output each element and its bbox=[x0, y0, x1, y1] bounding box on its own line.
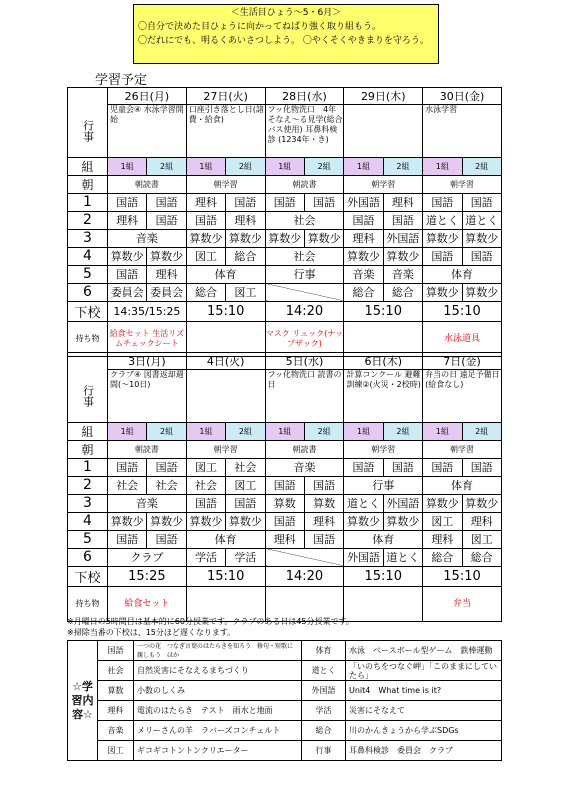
period-subject-class-2: 外国語 bbox=[383, 494, 422, 512]
period-subject-class-2: 国語 bbox=[462, 247, 501, 265]
belongings: マスク リュック(ナップザック) bbox=[265, 321, 344, 356]
period-subject: 音楽 bbox=[108, 229, 187, 247]
day-header: 4日(火) bbox=[186, 353, 265, 370]
period-subject-class-1: 社会 bbox=[108, 476, 147, 494]
subject-content: 一つの花 つなぎ言葉のはたらきを知ろう 修句・短歌に親しもう ほか bbox=[134, 641, 302, 661]
subject-content: 電流のはたらき テスト 雨水と地面 bbox=[134, 701, 302, 721]
period-subject-class-1: 音楽 bbox=[344, 265, 383, 283]
class-1-label: 1組 bbox=[186, 157, 225, 175]
morning-activity: 朝学習 bbox=[344, 175, 423, 193]
period-subject-class-1: 算数少 bbox=[265, 229, 304, 247]
morning-activity: 朝読書 bbox=[108, 175, 187, 193]
period-subject-class-1: 国語 bbox=[423, 247, 462, 265]
period-subject-class-2: 図工 bbox=[226, 283, 265, 301]
period-number: 5 bbox=[68, 530, 108, 548]
period-subject-class-2: 算数少 bbox=[462, 229, 501, 247]
period-subject-class-2: 国語 bbox=[462, 193, 501, 211]
period-subject-class-2: 理科 bbox=[147, 265, 186, 283]
period-subject-class-2: 算数少 bbox=[147, 512, 186, 530]
dismissal-time: 15:25 bbox=[108, 566, 187, 586]
period-subject-class-1: 算数少 bbox=[423, 229, 462, 247]
period-subject-class-1: 社会 bbox=[186, 476, 225, 494]
period-subject-class-2: 図工 bbox=[226, 476, 265, 494]
period-subject-class-2: 国語 bbox=[147, 530, 186, 548]
day-header: 7日(金) bbox=[423, 353, 502, 370]
class-1-label: 1組 bbox=[108, 422, 147, 440]
subject-name: 理科 bbox=[98, 701, 134, 721]
period-subject-class-1: 外国語 bbox=[344, 193, 383, 211]
class-1-label: 1組 bbox=[344, 157, 383, 175]
period-subject-class-1: 理科 bbox=[265, 530, 304, 548]
period-subject: 行事 bbox=[344, 476, 423, 494]
period-subject-class-1: 算数少 bbox=[186, 229, 225, 247]
period-subject-class-1: 算数少 bbox=[108, 247, 147, 265]
period-subject-class-2: 算数少 bbox=[147, 247, 186, 265]
period-subject-class-2: 算数少 bbox=[462, 283, 501, 301]
day-events: フッ化物洗口 4年そなえ～る見学(総合バス使用) 耳鼻科検診 (1234年・き) bbox=[265, 105, 344, 158]
subject-name: 行事 bbox=[302, 741, 346, 761]
period-subject-class-1: 国語 bbox=[108, 530, 147, 548]
period-subject: 社会 bbox=[265, 247, 344, 265]
period-subject-class-2: 算数少 bbox=[383, 247, 422, 265]
day-header: 26日(月) bbox=[108, 88, 187, 105]
period-subject-class-1: 国語 bbox=[265, 193, 304, 211]
subject-name: 国語 bbox=[98, 641, 134, 661]
period-subject-class-1: 理科 bbox=[423, 530, 462, 548]
belongings bbox=[344, 586, 423, 621]
week-1-schedule bbox=[67, 87, 502, 357]
period-subject-class-1: 国語 bbox=[265, 476, 304, 494]
period-subject-class-2: 総合 bbox=[226, 247, 265, 265]
period-subject-class-2: 国語 bbox=[462, 458, 501, 476]
learning-content-table bbox=[67, 640, 502, 761]
period-subject-class-1: 道とく bbox=[423, 211, 462, 229]
period-subject-class-1: 図工 bbox=[423, 512, 462, 530]
period-subject-class-1: 算数少 bbox=[344, 247, 383, 265]
class-2-label: 2組 bbox=[383, 422, 422, 440]
subject-name: 算数 bbox=[98, 681, 134, 701]
period-subject: 体育 bbox=[423, 476, 502, 494]
no-class-cell bbox=[265, 548, 344, 566]
subject-content: 水泳 ベースボール型ゲーム 鉄棒運動 bbox=[346, 641, 502, 661]
subject-content: 自然災害にそなえるまちづくり bbox=[134, 661, 302, 681]
period-subject-class-2: 算数少 bbox=[383, 512, 422, 530]
note-1: ※月曜日の5時間目は基本的に60分授業です。クラブのある日は45分授業です。 bbox=[67, 617, 354, 626]
period-subject-class-1: 図工 bbox=[186, 458, 225, 476]
day-events: フッ化物洗口 読書の日 bbox=[265, 370, 344, 423]
dismissal-time: 15:10 bbox=[186, 301, 265, 321]
period-subject-class-1: 理科 bbox=[108, 211, 147, 229]
subject-name: 社会 bbox=[98, 661, 134, 681]
period-subject-class-2: 国語 bbox=[147, 458, 186, 476]
period-subject: 音楽 bbox=[265, 458, 344, 476]
period-subject: 行事 bbox=[265, 265, 344, 283]
period-subject-class-1: 総合 bbox=[344, 283, 383, 301]
dismissal-time: 14:35/15:25 bbox=[108, 301, 187, 321]
period-subject-class-2: 国語 bbox=[304, 476, 343, 494]
class-1-label: 1組 bbox=[423, 422, 462, 440]
dismissal-label: 下校 bbox=[68, 566, 108, 586]
day-events: 弁当の日 遠足予備日(給食なし) bbox=[423, 370, 502, 423]
dismissal-time: 14:20 bbox=[265, 301, 344, 321]
day-header: 27日(火) bbox=[186, 88, 265, 105]
period-subject-class-2: 算数少 bbox=[226, 512, 265, 530]
belongings: 弁当 bbox=[423, 586, 502, 621]
period-number: 1 bbox=[68, 193, 108, 211]
period-subject-class-2: 国語 bbox=[226, 494, 265, 512]
week-2-schedule bbox=[67, 352, 502, 622]
period-number: 2 bbox=[68, 476, 108, 494]
period-subject-class-1: 国語 bbox=[344, 458, 383, 476]
belongings bbox=[344, 321, 423, 356]
period-number: 6 bbox=[68, 283, 108, 301]
period-subject-class-1: 学活 bbox=[186, 548, 225, 566]
period-subject-class-2: 総合 bbox=[383, 283, 422, 301]
period-number: 5 bbox=[68, 265, 108, 283]
class-1-label: 1組 bbox=[265, 157, 304, 175]
period-number: 4 bbox=[68, 247, 108, 265]
period-subject: クラブ bbox=[108, 548, 187, 566]
period-subject-class-2: 総合 bbox=[462, 548, 501, 566]
day-events: 水泳学習 bbox=[423, 105, 502, 158]
subject-name: 総合 bbox=[302, 721, 346, 741]
period-subject-class-2: 国語 bbox=[383, 211, 422, 229]
subject-name: 図工 bbox=[98, 741, 134, 761]
period-subject-class-1: 国語 bbox=[265, 512, 304, 530]
subject-name: 外国語 bbox=[302, 681, 346, 701]
goal-title: ＜生活目ひょう～5・6月＞ bbox=[230, 8, 342, 18]
period-subject-class-1: 道とく bbox=[344, 494, 383, 512]
morning-label: 朝 bbox=[68, 440, 108, 458]
subject-content: 小数のしくみ bbox=[134, 681, 302, 701]
period-subject-class-1: 算数少 bbox=[344, 512, 383, 530]
morning-label: 朝 bbox=[68, 175, 108, 193]
class-2-label: 2組 bbox=[383, 157, 422, 175]
period-subject-class-1: 理科 bbox=[186, 193, 225, 211]
dismissal-time: 15:10 bbox=[186, 566, 265, 586]
day-header: 6日(木) bbox=[344, 353, 423, 370]
period-subject-class-1: 国語 bbox=[423, 458, 462, 476]
period-subject-class-1: 委員会 bbox=[108, 283, 147, 301]
day-header: 29日(木) bbox=[344, 88, 423, 105]
period-subject-class-1: 図工 bbox=[186, 247, 225, 265]
class-1-label: 1組 bbox=[186, 422, 225, 440]
period-number: 4 bbox=[68, 512, 108, 530]
subject-content: メリーさんの羊 ラバーズコンチェルト bbox=[134, 721, 302, 741]
period-subject-class-2: 理科 bbox=[226, 211, 265, 229]
class-2-label: 2組 bbox=[226, 422, 265, 440]
period-subject: 体育 bbox=[186, 265, 265, 283]
class-1-label: 1組 bbox=[108, 157, 147, 175]
period-subject: 体育 bbox=[344, 530, 423, 548]
class-label: 組 bbox=[68, 422, 108, 440]
day-events: 計算コンクール 避難訓練②(火災・2校時) bbox=[344, 370, 423, 423]
period-subject-class-2: 理科 bbox=[383, 193, 422, 211]
period-subject-class-1: 算数少 bbox=[186, 512, 225, 530]
period-subject-class-1: 総合 bbox=[186, 283, 225, 301]
class-2-label: 2組 bbox=[462, 422, 501, 440]
day-header: 28日(水) bbox=[265, 88, 344, 105]
subject-name: 体育 bbox=[302, 641, 346, 661]
period-subject-class-2: 理科 bbox=[304, 512, 343, 530]
period-subject: 社会 bbox=[265, 211, 344, 229]
day-events: クラブ④ 図書返却週間(～10日) bbox=[108, 370, 187, 423]
period-subject-class-1: 理科 bbox=[344, 229, 383, 247]
period-subject-class-2: 音楽 bbox=[383, 265, 422, 283]
period-subject-class-1: 国語 bbox=[186, 494, 225, 512]
class-2-label: 2組 bbox=[304, 157, 343, 175]
morning-activity: 朝学習 bbox=[344, 440, 423, 458]
period-subject-class-2: 道とく bbox=[462, 211, 501, 229]
class-2-label: 2組 bbox=[304, 422, 343, 440]
day-header: 3日(月) bbox=[108, 353, 187, 370]
dismissal-time: 15:10 bbox=[344, 301, 423, 321]
class-2-label: 2組 bbox=[462, 157, 501, 175]
day-header: 5日(水) bbox=[265, 353, 344, 370]
period-subject-class-1: 国語 bbox=[186, 211, 225, 229]
subject-content: 災害にそなえて bbox=[346, 701, 502, 721]
dismissal-time: 15:10 bbox=[344, 566, 423, 586]
morning-activity: 朝読書 bbox=[265, 175, 344, 193]
period-subject-class-2: 国語 bbox=[147, 211, 186, 229]
period-subject-class-2: 国語 bbox=[304, 193, 343, 211]
day-events bbox=[344, 105, 423, 158]
subject-name: 学活 bbox=[302, 701, 346, 721]
class-2-label: 2組 bbox=[147, 422, 186, 440]
class-2-label: 2組 bbox=[226, 157, 265, 175]
period-subject-class-2: 道とく bbox=[383, 548, 422, 566]
period-subject-class-1: 国語 bbox=[344, 211, 383, 229]
period-number: 6 bbox=[68, 548, 108, 566]
subject-name: 音楽 bbox=[98, 721, 134, 741]
class-1-label: 1組 bbox=[423, 157, 462, 175]
morning-activity: 朝学習 bbox=[423, 440, 502, 458]
period-subject-class-1: 国語 bbox=[108, 193, 147, 211]
period-subject-class-2: 社会 bbox=[147, 476, 186, 494]
section-title: 学習予定 bbox=[95, 73, 148, 88]
period-number: 1 bbox=[68, 458, 108, 476]
notes bbox=[67, 616, 354, 638]
day-events: 口座引き落とし日(諸費・給食) bbox=[186, 105, 265, 158]
dismissal-time: 15:10 bbox=[423, 566, 502, 586]
period-subject-class-2: 委員会 bbox=[147, 283, 186, 301]
morning-activity: 朝読書 bbox=[265, 440, 344, 458]
period-subject-class-1: 算数少 bbox=[423, 494, 462, 512]
goal-line-1: 〇自分で決めた目ひょうに向かってねばり強く取り組もう。 bbox=[138, 22, 382, 32]
period-subject-class-1: 算数 bbox=[265, 494, 304, 512]
belongings-label: 持ち物 bbox=[68, 321, 108, 356]
subject-content: 川のかんきょうから学ぶSDGs bbox=[346, 721, 502, 741]
period-subject-class-2: 国語 bbox=[226, 193, 265, 211]
period-subject-class-2: 国語 bbox=[383, 458, 422, 476]
dismissal-time: 14:20 bbox=[265, 566, 344, 586]
period-subject: 体育 bbox=[423, 265, 502, 283]
class-1-label: 1組 bbox=[265, 422, 304, 440]
period-subject-class-1: 国語 bbox=[108, 265, 147, 283]
belongings: 水泳道具 bbox=[423, 321, 502, 356]
period-subject-class-2: 算数少 bbox=[462, 494, 501, 512]
period-subject-class-2: 国語 bbox=[304, 530, 343, 548]
belongings-label: 持ち物 bbox=[68, 586, 108, 621]
morning-activity: 朝学習 bbox=[186, 440, 265, 458]
belongings: 給食セット bbox=[108, 586, 187, 621]
class-1-label: 1組 bbox=[344, 422, 383, 440]
dismissal-label: 下校 bbox=[68, 301, 108, 321]
period-subject-class-2: 学活 bbox=[226, 548, 265, 566]
period-subject-class-2: 外国語 bbox=[383, 229, 422, 247]
morning-activity: 朝学習 bbox=[186, 175, 265, 193]
subject-name: 道とく bbox=[302, 661, 346, 681]
events-label: 行事 bbox=[68, 105, 108, 158]
day-events: 児童会④ 水泳学習開始 bbox=[108, 105, 187, 158]
morning-activity: 朝読書 bbox=[108, 440, 187, 458]
period-subject-class-2: 算数少 bbox=[226, 229, 265, 247]
period-subject-class-1: 国語 bbox=[423, 193, 462, 211]
dismissal-time: 15:10 bbox=[423, 301, 502, 321]
subject-content: ギコギコトントンクリエーター bbox=[134, 741, 302, 761]
period-subject-class-1: 国語 bbox=[108, 458, 147, 476]
subject-content: Unit4 What time is it? bbox=[346, 681, 502, 701]
class-2-label: 2組 bbox=[147, 157, 186, 175]
period-subject-class-2: 社会 bbox=[226, 458, 265, 476]
goal-line-2: 〇だれにでも、明るくあいさつしよう。 〇やくそくやきまりを守ろう。 bbox=[138, 36, 429, 46]
subject-content: 「いのちをつなぐ岬」「このままにしていたら」 bbox=[346, 661, 502, 681]
period-subject: 体育 bbox=[186, 530, 265, 548]
note-2: ※掃除当番の下校は、15分ほど遅くなります。 bbox=[67, 628, 236, 637]
period-subject-class-2: 算数 bbox=[304, 494, 343, 512]
period-subject-class-1: 外国語 bbox=[344, 548, 383, 566]
period-subject-class-2: 理科 bbox=[462, 512, 501, 530]
subject-content: 耳鼻科検診 委員会 クラブ bbox=[346, 741, 502, 761]
period-number: 3 bbox=[68, 229, 108, 247]
day-header: 30日(金) bbox=[423, 88, 502, 105]
period-number: 2 bbox=[68, 211, 108, 229]
corner-cell bbox=[68, 353, 108, 370]
corner-cell bbox=[68, 88, 108, 105]
period-subject-class-1: 算数少 bbox=[423, 283, 462, 301]
day-events bbox=[186, 370, 265, 423]
period-subject-class-1: 総合 bbox=[423, 548, 462, 566]
learning-content-heading: ☆学習内容☆ bbox=[68, 641, 98, 761]
period-subject-class-2: 図工 bbox=[462, 530, 501, 548]
period-subject-class-1: 算数少 bbox=[108, 512, 147, 530]
class-label: 組 bbox=[68, 157, 108, 175]
period-subject-class-2: 算数少 bbox=[304, 229, 343, 247]
belongings bbox=[186, 321, 265, 356]
life-goal-box bbox=[133, 4, 439, 64]
belongings: 給食セット 生活リズムチェックシート bbox=[108, 321, 187, 356]
no-class-cell bbox=[265, 283, 344, 301]
period-subject-class-2: 国語 bbox=[147, 193, 186, 211]
morning-activity: 朝学習 bbox=[423, 175, 502, 193]
period-subject: 音楽 bbox=[108, 494, 187, 512]
period-number: 3 bbox=[68, 494, 108, 512]
events-label: 行事 bbox=[68, 370, 108, 423]
